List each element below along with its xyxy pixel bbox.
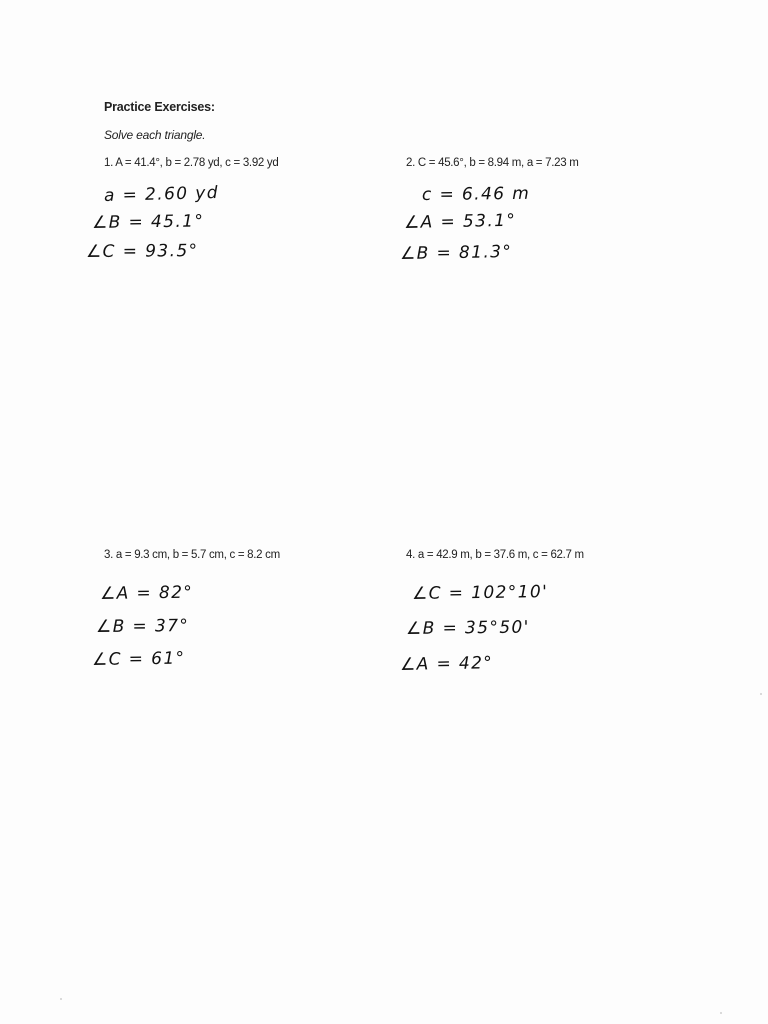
problem-3-answer-1: ∠A = 82° — [99, 582, 194, 604]
problem-1-statement: 1. A = 41.4°, b = 2.78 yd, c = 3.92 yd — [104, 157, 279, 169]
scan-speck — [60, 998, 62, 1000]
worksheet-heading: Practice Exercises: — [104, 100, 215, 114]
worksheet-instruction: Solve each triangle. — [104, 128, 206, 142]
problem-1-answer-1: a = 2.60 yd — [103, 182, 220, 206]
problem-4-statement: 4. a = 42.9 m, b = 37.6 m, c = 62.7 m — [406, 549, 584, 561]
problem-1-answer-3: ∠C = 93.5° — [85, 241, 199, 262]
problem-2-answer-3: ∠B = 81.3° — [399, 242, 513, 264]
problem-1-answer-2: ∠B = 45.1° — [91, 211, 205, 233]
problem-4-answer-1: ∠C = 102°10' — [411, 582, 549, 604]
problem-2-answer-2: ∠A = 53.1° — [403, 210, 517, 233]
problem-3-answer-3: ∠C = 61° — [91, 648, 186, 670]
problem-2-answer-1: c = 6.46 m — [421, 183, 531, 205]
problem-4-answer-2: ∠B = 35°50' — [405, 617, 530, 639]
problem-2-statement: 2. C = 45.6°, b = 8.94 m, a = 7.23 m — [406, 157, 579, 169]
scan-speck — [760, 693, 762, 695]
scan-speck — [720, 1012, 722, 1014]
problem-3-statement: 3. a = 9.3 cm, b = 5.7 cm, c = 8.2 cm — [104, 549, 280, 561]
problem-4-answer-3: ∠A = 42° — [399, 653, 494, 675]
problem-3-answer-2: ∠B = 37° — [95, 616, 190, 637]
